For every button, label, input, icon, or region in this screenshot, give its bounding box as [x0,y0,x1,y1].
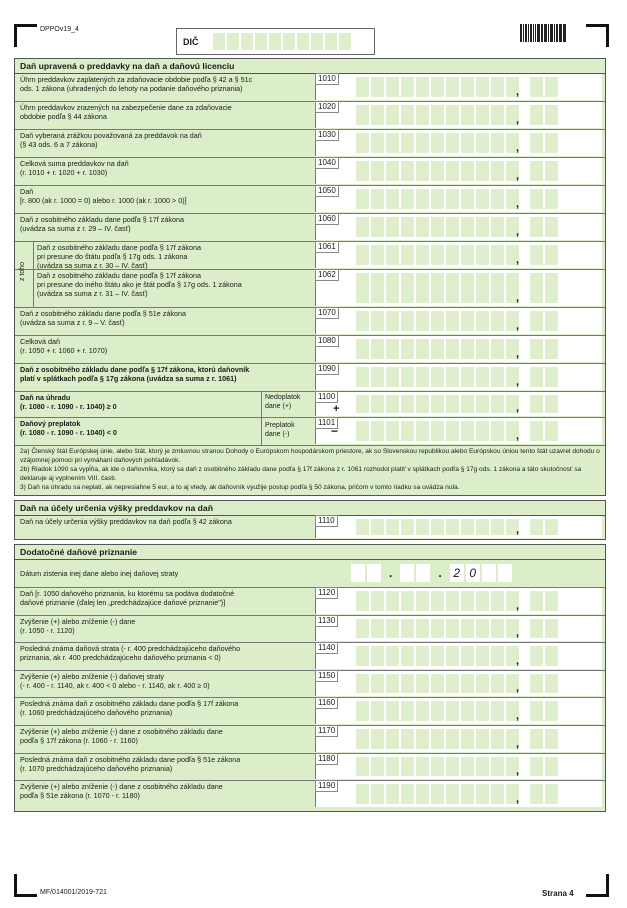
form-row [15,670,605,699]
amount-field[interactable] [315,726,602,752]
row-code: 1150 [315,670,338,682]
year-digit: 2 [450,564,464,582]
form-row [15,753,605,782]
form-row [15,417,605,446]
dic-field[interactable] [176,28,375,55]
amount-field[interactable] [315,214,602,240]
row-label: Celková suma preddavkov na daň (r. 1010 + r. 1020 + r. 1030) [20,159,129,177]
amount-field[interactable] [315,588,602,614]
form-code: DPPOv19_4 [40,26,79,33]
row-code: 1100 [315,391,338,403]
month-cell[interactable] [416,564,430,582]
form-row [15,185,605,214]
date-row [15,559,605,588]
form-row [15,269,605,308]
amount-field[interactable] [315,364,602,390]
row-label: Daň z osobitného základu dane podľa § 17f zákona pri presune do iného štátu ako je štát podľa § 17g ods. 1 zákona (uvádza sa suma z r. 31 – IV. časť) [37,271,242,298]
row-code: 1020 [315,101,339,113]
row-code: 1080 [315,335,339,347]
row-label: Daňový preplatok (r. 1080 - r. 1090 - r. 1040) < 0 [20,419,117,437]
row-label: Zvýšenie (+) alebo zníženie (-) dane z osobitného základu dane podľa § 17f zákona (r. 1060 - r. 1160) [20,727,223,745]
date-dot: . [389,566,393,580]
minus-sign: − [331,424,339,438]
row-label: Daň [r. 1050 daňového priznania, ku ktorému sa podáva dodatočné daňové priznanie (ďalej len „predchádzajúce daňové priznanie")] [20,589,235,607]
decimal-comma: , [516,254,520,266]
row-code: 1170 [315,725,338,737]
dic-label: DIČ [183,37,199,47]
date-label: Dátum zistenia inej dane alebo inej daňovej straty [20,569,179,578]
row-code: 1120 [315,587,338,599]
row-label: Posledná známa daň z osobitného základu dane podľa § 17f zákona (r. 1060 predchádzajúceho daňového priznania) [20,699,239,718]
decimal-comma: , [516,348,520,360]
page-number: Strana 4 [542,889,574,898]
corner-mark-top-right [586,24,609,47]
row-label: Zvýšenie (+) alebo zníženie (-) dane (r. 1050 - r. 1120) [20,616,136,635]
form-row [15,725,605,754]
row-label: Daň z osobitného základu dane podľa § 17f zákona (uvádza sa suma z r. 29 – IV. časť) [20,215,184,233]
z-toho-label: z toho [19,261,26,281]
day-cell[interactable] [351,564,365,582]
corner-mark-bottom-left [14,874,37,897]
row-code: 1061 [315,241,339,253]
row-code: 1101 [315,417,338,429]
form-row [15,587,605,616]
decimal-comma: , [516,114,520,126]
form-row [15,615,605,644]
row-label: Daň [r. 800 (ak r. 1000 = 0) alebo r. 1000 (ak r. 1000 > 0)] [20,187,187,205]
amount-field[interactable] [315,418,602,444]
row-label: Daň vyberaná zrážkou považovaná za preddavok na daň (§ 43 ods. 6 a 7 zákona) [20,131,202,149]
amount-field[interactable] [315,671,602,697]
row-code: 1160 [315,697,338,709]
form-row [15,213,605,242]
date-field[interactable] [351,564,512,582]
amount-field[interactable] [315,754,602,780]
amount-field[interactable] [315,336,602,362]
decimal-comma: , [516,376,520,388]
row-label: Úhrn preddavkov zrazených na zabezpečenie dane za zdaňovacie obdobie podľa § 44 zákona [20,103,232,121]
corner-mark-top-left [14,24,37,47]
section-tax-for-advances [14,500,606,540]
plus-sign: + [333,403,340,415]
decimal-comma: , [516,142,520,154]
year-digit: 0 [466,564,480,582]
amount-field[interactable] [315,158,602,184]
preplatok-label: Preplatok dane (-) [265,422,295,438]
decimal-comma: , [516,170,520,182]
nedoplatok-label: Nedoplatok dane (+) [265,394,301,410]
decimal-comma: , [516,86,520,98]
decimal-comma: , [516,292,520,304]
amount-field[interactable] [315,74,602,100]
footnote: 2a) Členský štát Európskej únie, alebo štát, ktorý je zmluvnou stranou Dohody o Európskom hospodárskom priestore, ak so Slovenskou republikou alebo Európskou úniou tento štát uzavrel dohodu o vzájomnej pomoci pri vymáhaní daňových pohľadávok. [20,448,600,464]
row-code: 1050 [315,185,339,197]
form-row [15,780,605,808]
footnotes [15,445,605,494]
decimal-comma: , [516,599,520,612]
form-row [15,363,605,392]
decimal-comma: , [516,682,520,695]
row-code: 1030 [315,129,339,141]
amount-field[interactable] [315,698,602,724]
row-label: Celková daň (r. 1050 + r. 1060 + r. 1070) [20,337,108,355]
row-label: Posledná známa daň z osobitného základu dane podľa § 51e zákona (r. 1070 predchádzajúceho daňového priznania) [20,754,241,773]
amount-field[interactable] [315,242,602,268]
amount-field[interactable] [315,270,602,306]
z-toho-column [15,241,34,307]
row-code: 1010 [315,73,339,85]
row-label: Daň z osobitného základu dane podľa § 51e zákona (uvádza sa suma z r. 9 – V. časť) [20,309,186,327]
footnote: 2b) Riadok 1090 sa vypĺňa, ak ide o daňovníka, ktorý sa daň z osobitného základu dane podľa § 17f zákona z r. 1061 rozhodol platiť v splátkach podľa § 17g ods. 1 zákona a táto skutočnosť sa deklaruje aj vyplnením VIII. časti. [20,466,582,482]
section-supplementary-return [14,544,606,812]
footer-code: MF/014001/2019-721 [40,889,107,896]
form-row [15,642,605,671]
decimal-comma: , [516,709,520,722]
row-label: Zvýšenie (+) alebo zníženie (-) daňovej straty (- r. 400 - r. 1140, ak r. 400 < 0 alebo - r. 1140, ak r. 400 ≥ 0) [20,671,210,690]
form-row [15,73,605,102]
row-label: Posledná známa daňová strata (- r. 400 predchádzajúceho daňového priznania, ak r. 400 predchádzajúceho daňového priznania < 0) [20,644,241,663]
amount-field[interactable] [315,616,602,642]
decimal-comma: , [516,654,520,667]
decimal-comma: , [516,430,520,442]
amount-field[interactable] [315,186,602,212]
section-tax-adjusted [14,58,606,496]
barcode [520,24,566,42]
form-row [15,307,605,336]
form-row [15,241,605,270]
decimal-comma: , [516,198,520,210]
row-label: Úhrn preddavkov zaplatených za zdaňovacie obdobie podľa § 42 a § 51c ods. 1 zákona (uhradených do lehoty na podanie daňového priznania) [20,75,253,93]
row-label: Daň z osobitného základu dane podľa § 17f zákona, ktorú daňovník platí v splátkach podľa § 17g zákona (uvádza sa suma z r. 1061) [20,365,250,383]
form-row [15,697,605,726]
row-code: 1040 [315,157,339,169]
row-code: 1062 [315,269,339,281]
row-code: 1060 [315,213,339,225]
decimal-comma: , [516,402,520,414]
amount-field[interactable] [315,516,602,538]
amount-field[interactable] [315,130,602,156]
date-dot: . [438,566,442,580]
form-row [15,157,605,186]
row-label: Daň na účely určenia výšky preddavkov na daň podľa § 42 zákona [20,517,232,526]
decimal-comma: , [516,524,520,536]
row-code: 1090 [315,363,339,375]
year-cell[interactable] [498,564,512,582]
row-code: 1130 [315,615,338,627]
footnote: 3) Daň na úhradu sa neplatí, ak nepresiahne 5 eur, a to aj vtedy, ak daňovník využije postup podľa § 50 zákona, pričom v tomto riadku sa uvádza nula. [20,484,460,491]
section-title: Dodatočné daňové priznanie [15,545,605,560]
row-code: 1110 [315,515,338,527]
decimal-comma: , [516,320,520,332]
form-row [15,335,605,364]
decimal-comma: , [516,792,520,805]
amount-field[interactable] [315,392,602,416]
amount-field[interactable] [315,781,602,807]
section-title: Daň na účely určenia výšky preddavkov na daň [15,501,605,516]
month-cell[interactable] [400,564,414,582]
corner-mark-bottom-right [586,874,609,897]
decimal-comma: , [516,737,520,750]
form-row [15,391,605,418]
decimal-comma: , [516,226,520,238]
section-title: Daň upravená o preddavky na daň a daňovú licenciu [15,59,605,74]
form-row [15,515,605,539]
decimal-comma: , [516,627,520,640]
row-label: Daň z osobitného základu dane podľa § 17f zákona pri presune do štátu podľa § 17g ods. 1 zákona (uvádza sa suma z r. 30 – IV. časť) [37,243,201,270]
day-cell[interactable] [367,564,381,582]
decimal-comma: , [516,765,520,778]
row-code: 1190 [315,780,338,792]
year-cell[interactable] [482,564,496,582]
dic-cells[interactable] [213,33,351,50]
row-code: 1070 [315,307,339,319]
row-code: 1140 [315,642,338,654]
row-label: Daň na úhradu (r. 1080 - r. 1090 - r. 1040) ≥ 0 [20,393,117,411]
row-label: Zvýšenie (+) alebo zníženie (-) dane z osobitného základu dane podľa § 51e zákona (r. 1070 - r. 1180) [20,782,223,801]
amount-field[interactable] [315,308,602,334]
amount-field[interactable] [315,102,602,128]
row-code: 1180 [315,753,338,765]
form-row [15,129,605,158]
form-row [15,101,605,130]
amount-field[interactable] [315,643,602,669]
